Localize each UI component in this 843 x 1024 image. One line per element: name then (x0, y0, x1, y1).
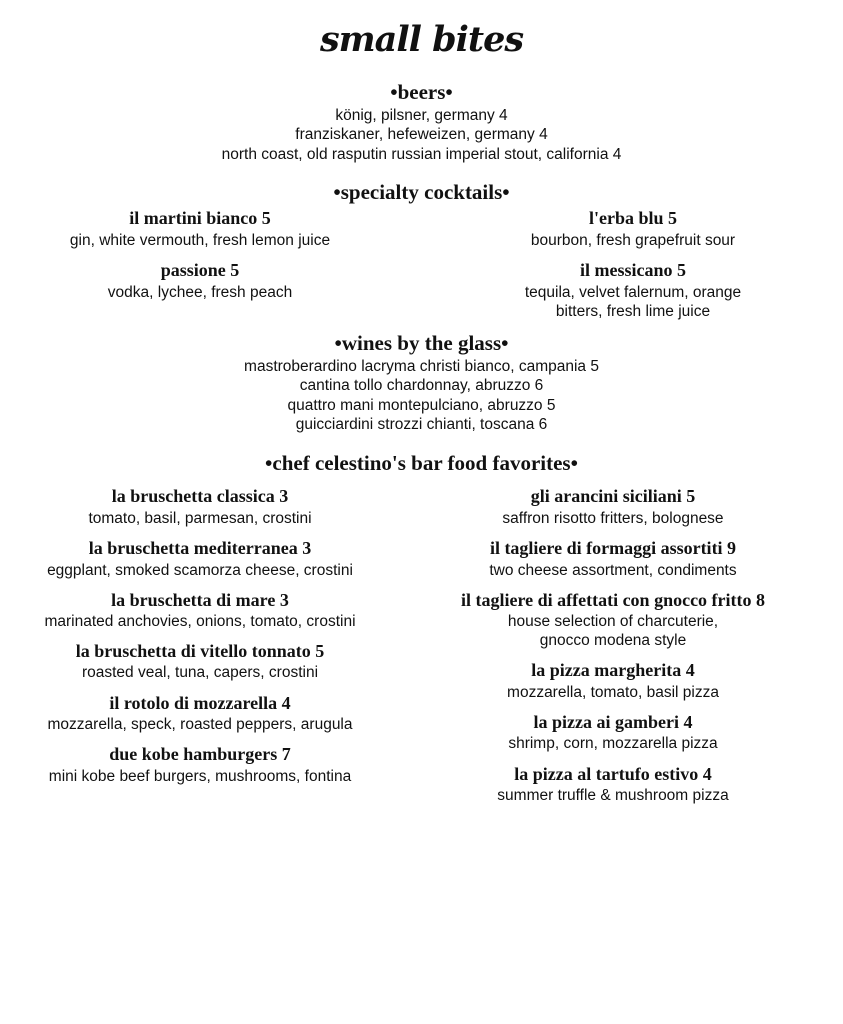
food-item-name: la bruschetta di vitello tonnato 5 (75, 641, 325, 661)
beer-item: north coast, old rasputin russian imperial stout, california 4 (221, 146, 622, 163)
food-item-name: la pizza ai gamberi 4 (533, 712, 693, 732)
food-item-description: gnocco modena style (539, 632, 687, 649)
food-item-name: gli arancini siciliani 5 (530, 486, 696, 506)
food-item-description: mini kobe beef burgers, mushrooms, fontina (48, 768, 352, 785)
food-item-description: tomato, basil, parmesan, crostini (88, 510, 312, 527)
food-item-description: eggplant, smoked scamorza cheese, crostini (47, 562, 353, 579)
cocktail-description: bourbon, fresh grapefruit sour (530, 232, 736, 249)
cocktail-name: passione 5 (160, 260, 240, 280)
cocktail-description: tequila, velvet falernum, orange (524, 284, 742, 301)
food-item-name: la pizza margherita 4 (531, 660, 695, 680)
beer-item: könig, pilsner, germany 4 (335, 107, 508, 124)
wine-item: mastroberardino lacryma christi bianco, campania 5 (244, 358, 599, 375)
food-item-name: la pizza al tartufo estivo 4 (514, 764, 712, 784)
menu-title: small bites (319, 19, 524, 60)
food-item-name: due kobe hamburgers 7 (109, 744, 291, 764)
cocktails-heading: •specialty cocktails• (333, 180, 510, 204)
beer-item: franziskaner, hefeweizen, germany 4 (295, 126, 548, 143)
food-item-description: marinated anchovies, onions, tomato, crostini (44, 613, 356, 630)
wines-heading: •wines by the glass• (334, 331, 509, 355)
food-item-description: roasted veal, tuna, capers, crostini (81, 664, 319, 681)
food-heading: •chef celestino's bar food favorites• (265, 451, 578, 475)
food-item-name: la bruschetta classica 3 (111, 486, 289, 506)
cocktail-name: il martini bianco 5 (129, 208, 271, 228)
cocktail-description: bitters, fresh lime juice (555, 303, 711, 320)
food-item-description: shrimp, corn, mozzarella pizza (508, 735, 718, 752)
food-item-description: house selection of charcuterie, (507, 613, 719, 630)
cocktail-name: il messicano 5 (580, 260, 686, 280)
food-item-description: summer truffle & mushroom pizza (497, 787, 729, 804)
cocktail-name: l'erba blu 5 (588, 208, 677, 228)
cocktail-description: gin, white vermouth, fresh lemon juice (69, 232, 331, 249)
food-item-name: la bruschetta di mare 3 (111, 590, 289, 610)
food-item-name: il tagliere di affettati con gnocco fritto 8 (460, 590, 766, 610)
food-item-name: il rotolo di mozzarella 4 (109, 693, 291, 713)
food-item-name: la bruschetta mediterranea 3 (88, 538, 312, 558)
food-item-description: mozzarella, speck, roasted peppers, arugula (47, 716, 353, 733)
food-item-name: il tagliere di formaggi assortiti 9 (489, 538, 737, 558)
wine-item: guicciardini strozzi chianti, toscana 6 (295, 416, 548, 433)
food-item-description: two cheese assortment, condiments (489, 562, 737, 579)
cocktail-description: vodka, lychee, fresh peach (107, 284, 293, 301)
food-item-description: mozzarella, tomato, basil pizza (507, 684, 719, 701)
wine-item: quattro mani montepulciano, abruzzo 5 (287, 397, 556, 414)
beers-heading: •beers• (390, 80, 453, 104)
food-item-description: saffron risotto fritters, bolognese (502, 510, 724, 527)
wine-item: cantina tollo chardonnay, abruzzo 6 (299, 377, 544, 394)
